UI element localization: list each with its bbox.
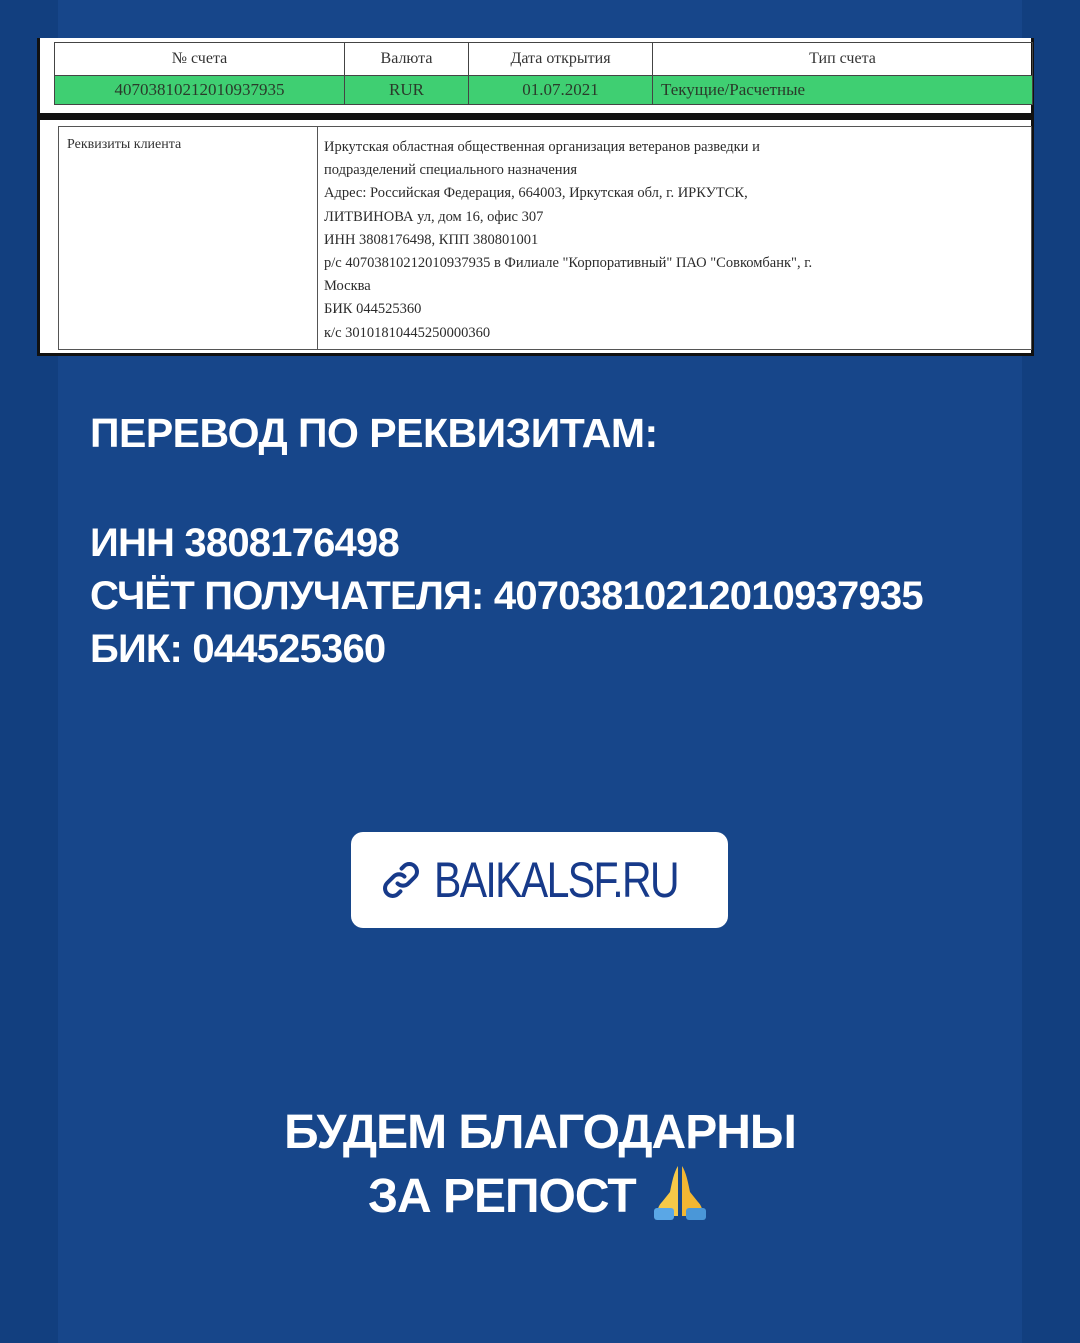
link-text: BAIKALSF.RU — [433, 852, 678, 908]
client-label: Реквизиты клиента — [67, 137, 182, 152]
thanks-message — [0, 1104, 1080, 1226]
bank-document-image — [37, 38, 1034, 356]
account-table-header-row — [55, 43, 1033, 76]
transfer-heading: ПЕРЕВОД ПО РЕКВИЗИТАМ: — [90, 410, 658, 456]
client-line: к/с 30101810445250000360 — [324, 324, 491, 341]
table-header: Валюта — [345, 43, 469, 76]
client-line: Адрес: Российская Федерация, 664003, Иркутская обл, г. ИРКУТСК, — [324, 185, 748, 202]
thanks-line-2 — [0, 1162, 1080, 1226]
inn-text: ИНН 3808176498 — [90, 521, 399, 565]
bik-text: БИК: 044525360 — [90, 627, 386, 671]
account-table-row — [55, 76, 1033, 105]
table-cell: RUR — [345, 76, 469, 105]
thanks-line: БУДЕМ БЛАГОДАРНЫ — [284, 1106, 796, 1159]
table-cell: Текущие/Расчетные — [653, 76, 1033, 105]
client-line: ИНН 3808176498, КПП 380801001 — [324, 231, 539, 248]
client-line: подразделений специального назначения — [324, 162, 577, 179]
client-line: Иркутская областная общественная организация ветеранов разведки и — [324, 139, 760, 155]
table-header: № счета — [55, 43, 345, 76]
divider — [317, 127, 318, 349]
client-details-box — [58, 126, 1032, 350]
client-line: Москва — [324, 278, 371, 295]
account-table — [54, 42, 1033, 105]
account-text: СЧЁТ ПОЛУЧАТЕЛЯ: 40703810212010937935 — [90, 574, 923, 618]
payment-details — [90, 517, 923, 676]
client-line: р/с 40703810212010937935 в Филиале "Корпоративный" ПАО "Совкомбанк", г. — [324, 255, 813, 272]
table-header: Дата открытия — [469, 43, 653, 76]
praying-hands-icon — [648, 1162, 712, 1220]
thanks-line: ЗА РЕПОСТ — [367, 1170, 636, 1223]
client-line: ЛИТВИНОВА ул, дом 16, офис 307 — [324, 208, 544, 225]
table-cell: 40703810212010937935 — [55, 76, 345, 105]
divider — [40, 113, 1031, 120]
client-details-text — [324, 136, 1023, 345]
link-sticker[interactable] — [351, 832, 728, 928]
table-header: Тип счета — [653, 43, 1033, 76]
link-icon — [378, 857, 424, 903]
client-line: БИК 044525360 — [324, 301, 422, 318]
table-cell: 01.07.2021 — [469, 76, 653, 105]
